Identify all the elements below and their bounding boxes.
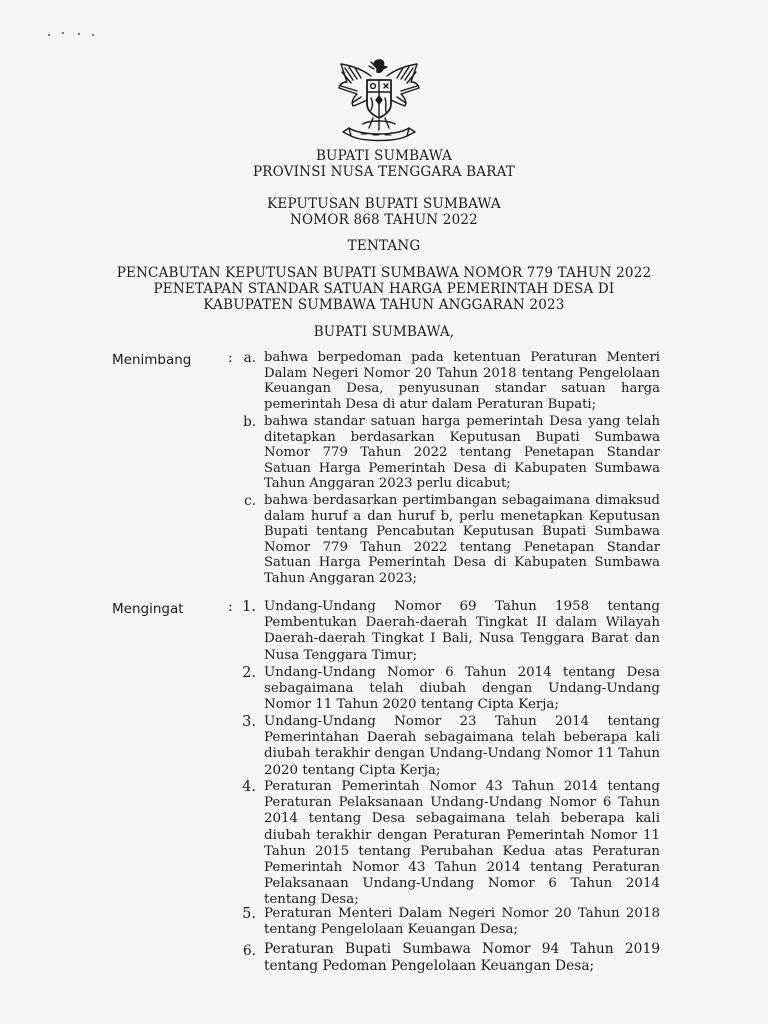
menimbang-label: Menimbang <box>112 352 192 368</box>
regent-heading <box>0 148 768 180</box>
mengingat-marker: 5. <box>242 906 256 922</box>
subject-line: PENETAPAN STANDAR SATUAN HARGA PEMERINTAH DESA DI <box>153 281 615 297</box>
mengingat-label: Mengingat <box>112 601 184 617</box>
regent-title: BUPATI SUMBAWA <box>315 148 453 164</box>
mengingat-item: Peraturan Bupati Sumbawa Nomor 94 Tahun 2019 tentang Pedoman Pengelolaan Keuangan Desa; <box>264 941 660 974</box>
subject-line: PENCABUTAN KEPUTUSAN BUPATI SUMBAWA NOMOR 779 TAHUN 2022 <box>116 265 652 281</box>
mengingat-item: Undang-Undang Nomor 6 Tahun 2014 tentang Desa sebagaimana telah diubah dengan Undang-Undang Nomor 11 Tahun 2020 tentang Cipta Kerja; <box>264 665 660 713</box>
scan-speck <box>62 32 64 34</box>
authority-heading <box>0 324 768 340</box>
decree-title: KEPUTUSAN BUPATI SUMBAWA <box>267 196 501 212</box>
scan-speck <box>78 33 80 35</box>
subject-line: KABUPATEN SUMBAWA TAHUN ANGGARAN 2023 <box>203 297 565 313</box>
tentang-label: TENTANG <box>347 238 421 254</box>
mengingat-marker: 2. <box>242 665 256 681</box>
mengingat-item: Peraturan Pemerintah Nomor 43 Tahun 2014 tentang Peraturan Pelaksanaan Undang-Undang Nomor 6 Tahun 2014 tentang Desa sebagaimana telah beberapa kali diubah terakhir dengan Peraturan Pemerintah Nomor 11 Tahun 2015 tentang Perubahan Kedua atas Peraturan Pemerintah Nomor 43 Tahun 2014 tentang Peraturan Pelaksanaan Undang-Undang Nomor 6 Tahun 2014 tentang Desa; <box>264 779 660 908</box>
decree-number: NOMOR 868 TAHUN 2022 <box>290 212 478 228</box>
menimbang-marker: c. <box>244 493 256 509</box>
garuda-emblem-icon <box>333 58 425 144</box>
mengingat-marker: 3. <box>242 714 256 730</box>
mengingat-item: Undang-Undang Nomor 23 Tahun 2014 tentang Pemerintahan Daerah sebagaimana telah beberapa kali diubah terakhir dengan Undang-Undang Nomor 11 Tahun 2020 tentang Cipta Kerja; <box>264 714 660 778</box>
authority-label: BUPATI SUMBAWA, <box>313 324 455 340</box>
decree-subject <box>0 265 768 313</box>
menimbang-colon: : <box>228 350 233 366</box>
menimbang-item: bahwa berpedoman pada ketentuan Peraturan Menteri Dalam Negeri Nomor 20 Tahun 2018 tentang Pengelolaan Keuangan Desa, penyusunan standar satuan harga pemerintah Desa di atur dalam Peraturan Bupati; <box>264 350 660 412</box>
menimbang-marker: a. <box>243 350 256 366</box>
tentang-heading <box>0 238 768 254</box>
decree-heading <box>0 196 768 228</box>
mengingat-marker: 6. <box>242 943 256 959</box>
scan-speck <box>92 34 94 36</box>
menimbang-item: bahwa berdasarkan pertimbangan sebagaimana dimaksud dalam huruf a dan huruf b, perlu menetapkan Keputusan Bupati tentang Pencabutan Keputusan Bupati Sumbawa Nomor 779 Tahun 2022 tentang Penetapan Standar Satuan Harga Pemerintah Desa di Kabupaten Sumbawa Tahun Anggaran 2023; <box>264 493 660 586</box>
mengingat-marker: 1. <box>242 599 256 615</box>
menimbang-item: bahwa standar satuan harga pemerintah Desa yang telah ditetapkan berdasarkan Keputusan Bupati Sumbawa Nomor 779 Tahun 2022 tentang Penetapan Standar Satuan Harga Pemerintah Desa di Kabupaten Sumbawa Tahun Anggaran 2023 perlu dicabut; <box>264 414 660 492</box>
mengingat-colon: : <box>228 599 233 615</box>
mengingat-item: Undang-Undang Nomor 69 Tahun 1958 tentang Pembentukan Daerah-daerah Tingkat II dalam Wilayah Daerah-daerah Tingkat I Bali, Nusa Tenggara Barat dan Nusa Tenggara Timur; <box>264 599 660 663</box>
mengingat-marker: 4. <box>242 779 256 795</box>
mengingat-item: Peraturan Menteri Dalam Negeri Nomor 20 Tahun 2018 tentang Pengelolaan Keuangan Desa; <box>264 906 660 938</box>
province-title: PROVINSI NUSA TENGGARA BARAT <box>253 164 515 180</box>
scan-speck <box>48 34 50 36</box>
menimbang-marker: b. <box>243 414 256 430</box>
